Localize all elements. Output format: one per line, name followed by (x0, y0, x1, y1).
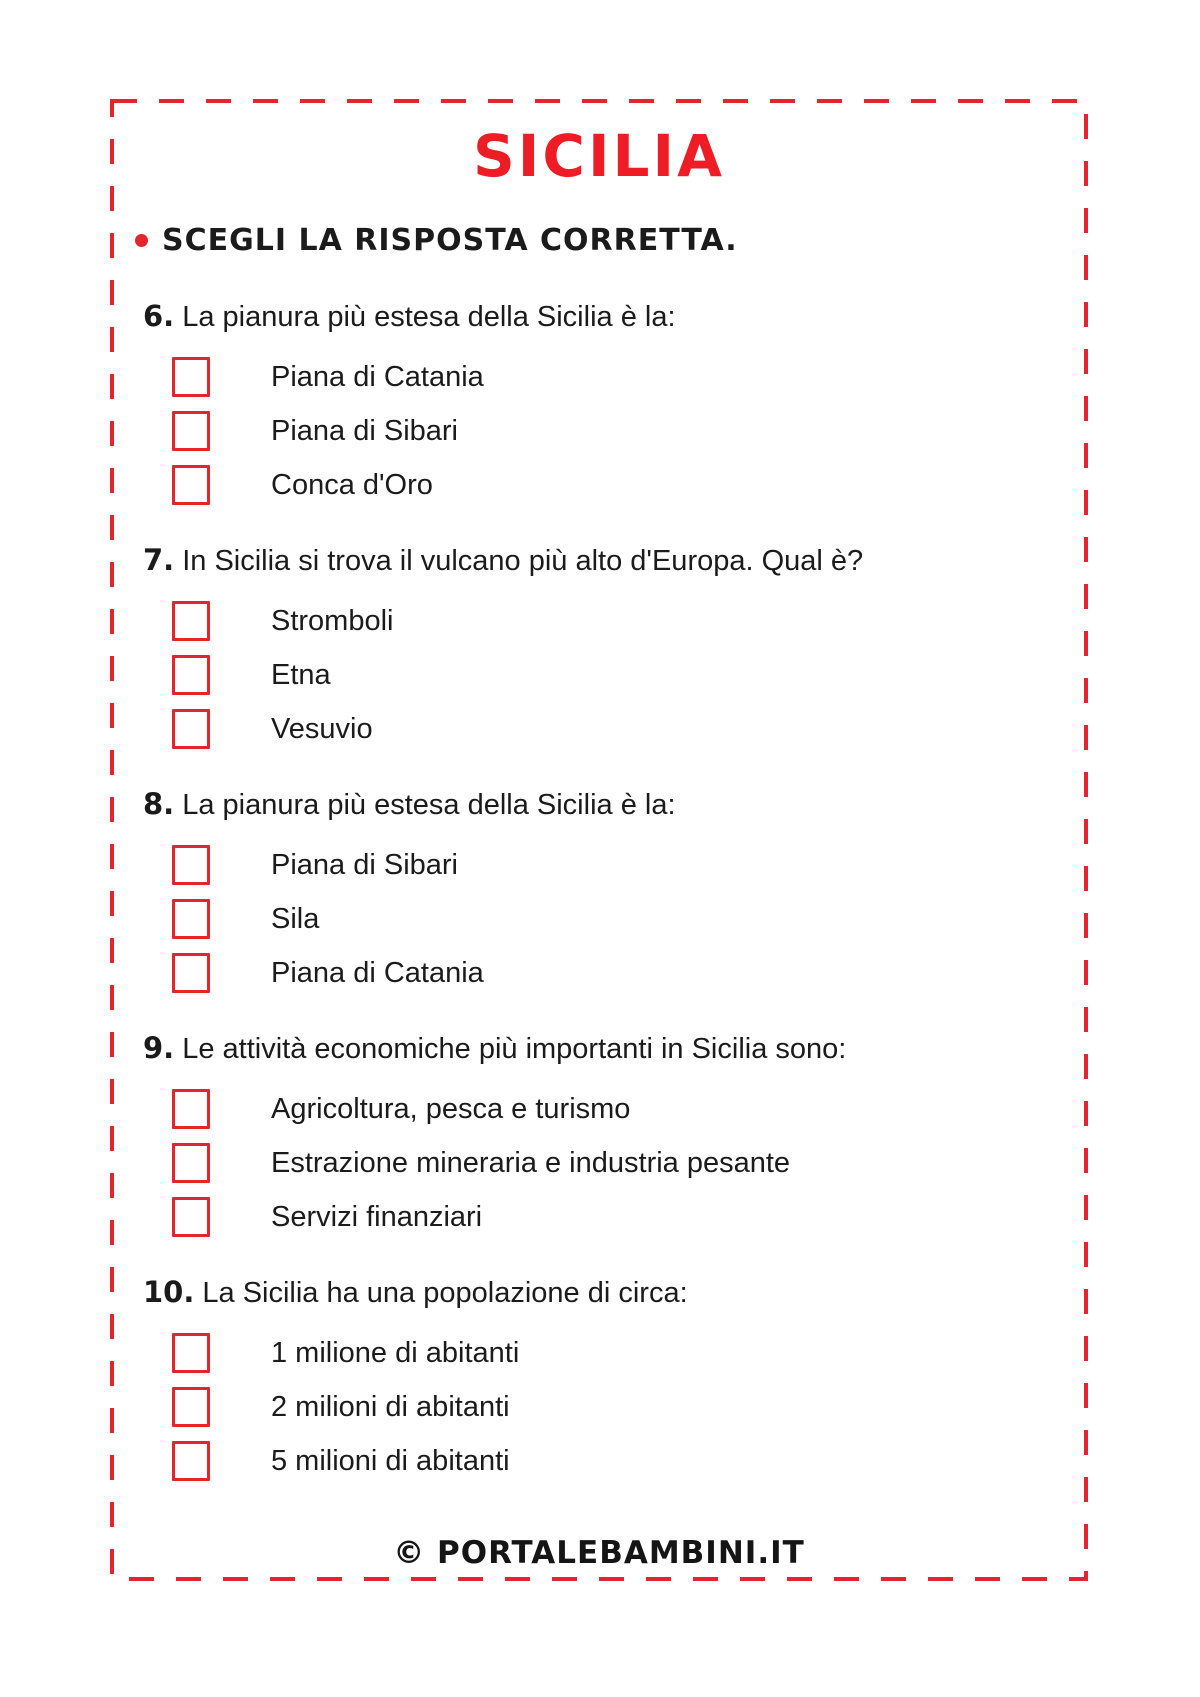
footer-credit: © PORTALEBAMBINI.IT (393, 1535, 805, 1571)
option-label: Piana di Sibari (271, 415, 458, 447)
option-label: 1 milione di abitanti (271, 1337, 520, 1369)
option-list (143, 838, 1086, 1000)
question-number: 9. (143, 1031, 175, 1065)
question-number: 6. (143, 299, 175, 333)
answer-checkbox[interactable] (172, 709, 210, 749)
question-block (143, 1274, 1086, 1488)
option-label: Estrazione mineraria e industria pesante (271, 1147, 791, 1179)
question-text: La pianura più estesa della Sicilia è la: (182, 789, 676, 821)
option-row (143, 648, 1086, 702)
question-block (143, 786, 1086, 1000)
answer-checkbox[interactable] (172, 411, 210, 451)
question-heading (143, 1274, 1086, 1311)
instruction-text: SCEGLI LA RISPOSTA CORRETTA. (162, 222, 738, 258)
option-label: 5 milioni di abitanti (271, 1445, 510, 1477)
option-label: Vesuvio (271, 713, 373, 745)
option-row (143, 1380, 1086, 1434)
answer-checkbox[interactable] (172, 357, 210, 397)
option-list (143, 1326, 1086, 1488)
option-row (143, 838, 1086, 892)
option-row (143, 1136, 1086, 1190)
option-label: Etna (271, 659, 331, 691)
question-text: Le attività economiche più importanti in Sicilia sono: (182, 1033, 847, 1065)
question-text: La pianura più estesa della Sicilia è la: (182, 301, 676, 333)
answer-checkbox[interactable] (172, 465, 210, 505)
question-heading (143, 298, 1086, 335)
option-row (143, 892, 1086, 946)
option-row (143, 458, 1086, 512)
question-number: 7. (143, 543, 175, 577)
question-number: 10. (143, 1275, 195, 1309)
question-block (143, 542, 1086, 756)
option-label: Agricoltura, pesca e turismo (271, 1093, 631, 1125)
page-title: SICILIA (473, 122, 725, 190)
option-row (143, 594, 1086, 648)
option-row (143, 946, 1086, 1000)
question-text: La Sicilia ha una popolazione di circa: (202, 1277, 688, 1309)
question-block (143, 1030, 1086, 1244)
option-label: Piana di Sibari (271, 849, 458, 881)
answer-checkbox[interactable] (172, 1387, 210, 1427)
answer-checkbox[interactable] (172, 1441, 210, 1481)
option-row (143, 350, 1086, 404)
option-row (143, 1326, 1086, 1380)
option-label: Piana di Catania (271, 361, 484, 393)
option-list (143, 594, 1086, 756)
answer-checkbox[interactable] (172, 601, 210, 641)
worksheet (112, 0, 1086, 1571)
option-list (143, 1082, 1086, 1244)
question-text: In Sicilia si trova il vulcano più alto d'Europa. Qual è? (182, 545, 864, 577)
question-heading (143, 542, 1086, 579)
question-heading (143, 786, 1086, 823)
option-row (143, 404, 1086, 458)
answer-checkbox[interactable] (172, 953, 210, 993)
question-block (143, 298, 1086, 512)
option-row (143, 1082, 1086, 1136)
option-label: Stromboli (271, 605, 394, 637)
option-label: Servizi finanziari (271, 1201, 483, 1233)
question-number: 8. (143, 787, 175, 821)
option-row (143, 1190, 1086, 1244)
answer-checkbox[interactable] (172, 1143, 210, 1183)
option-label: Piana di Catania (271, 957, 484, 989)
answer-checkbox[interactable] (172, 1089, 210, 1129)
bullet-icon (135, 234, 148, 247)
answer-checkbox[interactable] (172, 655, 210, 695)
answer-checkbox[interactable] (172, 1197, 210, 1237)
option-label: Sila (271, 903, 320, 935)
option-label: Conca d'Oro (271, 469, 433, 501)
question-heading (143, 1030, 1086, 1067)
option-label: 2 milioni di abitanti (271, 1391, 510, 1423)
option-row (143, 1434, 1086, 1488)
answer-checkbox[interactable] (172, 899, 210, 939)
questions (143, 298, 1086, 1488)
instruction-row (135, 222, 1086, 258)
option-list (143, 350, 1086, 512)
option-row (143, 702, 1086, 756)
answer-checkbox[interactable] (172, 845, 210, 885)
answer-checkbox[interactable] (172, 1333, 210, 1373)
